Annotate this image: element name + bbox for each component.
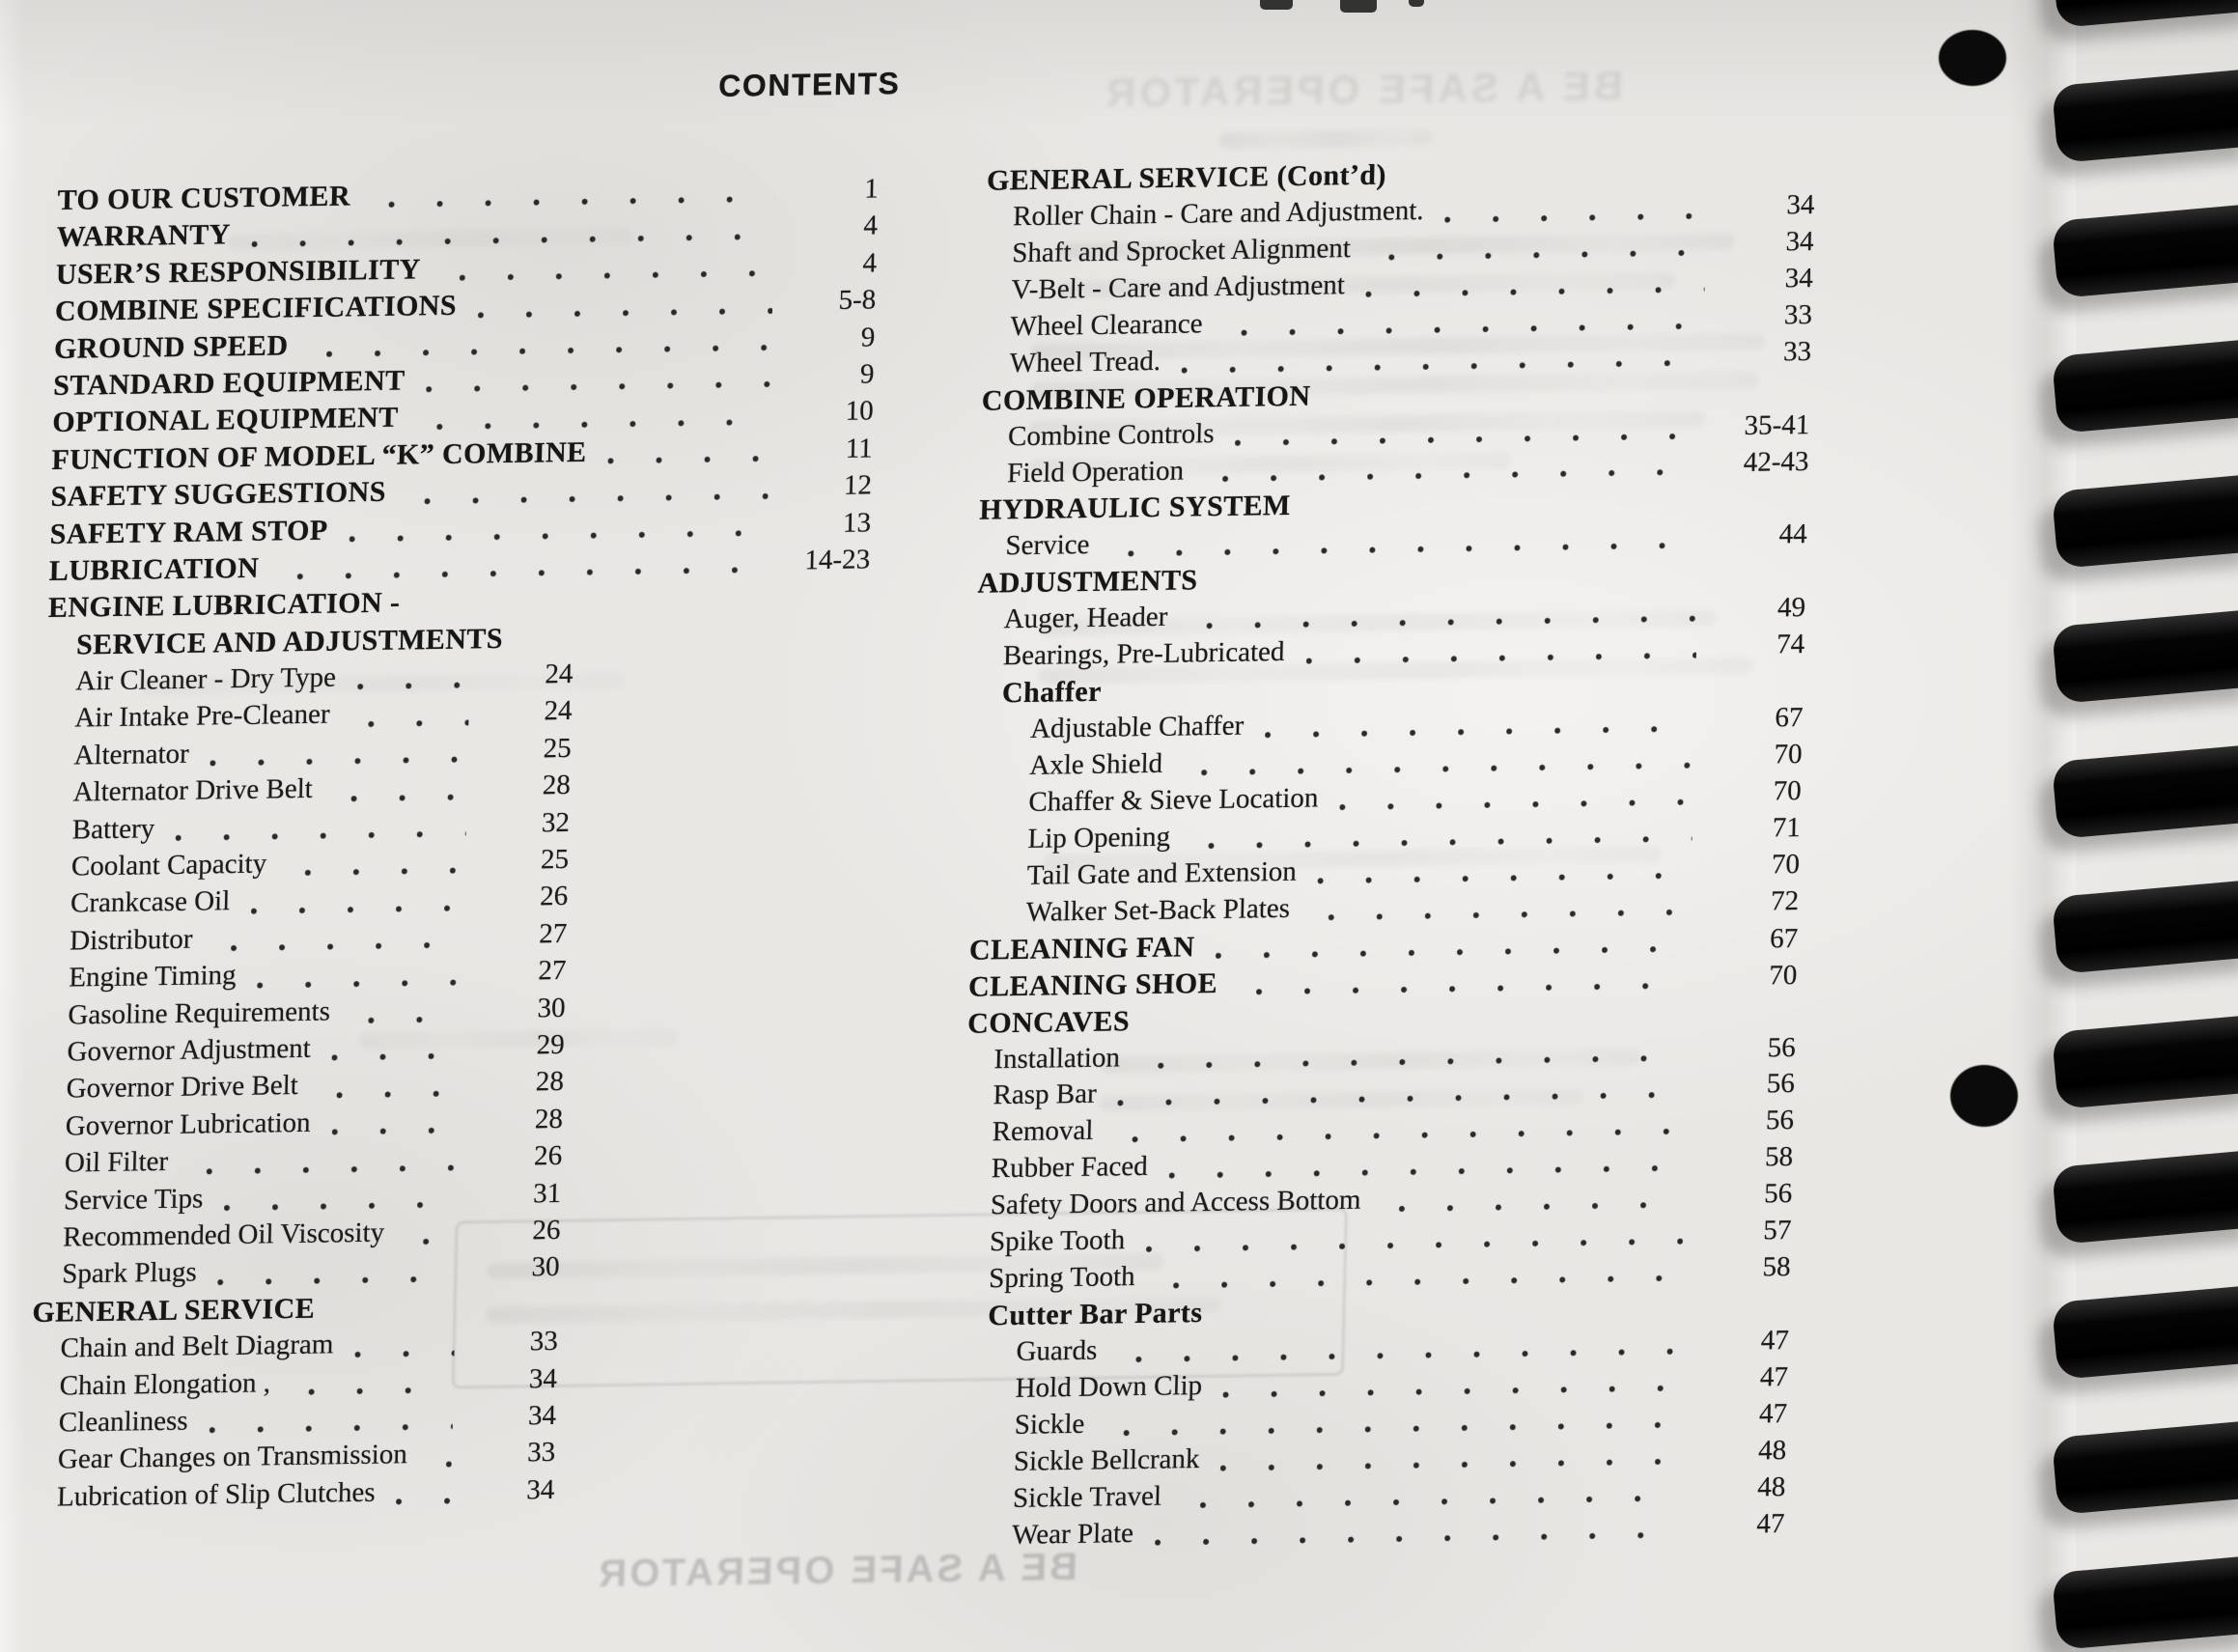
toc-entry-label: Gasoline Requirements — [68, 995, 331, 1031]
toc-entry-label: Engine Timing — [68, 960, 238, 994]
toc-entry-label: Bearings, Pre-Lubricated — [1002, 636, 1285, 672]
toc-entry-label: Sickle Bellcrank — [1013, 1442, 1200, 1477]
toc-page-number: 42-43 — [1743, 445, 1809, 478]
dot-leader — [292, 1385, 454, 1396]
dot-leader — [210, 755, 467, 769]
toc-entry-label: SERVICE AND ADJUSTMENTS — [75, 622, 504, 661]
toc-page-number: 70 — [1773, 774, 1803, 807]
binding-tooth — [2052, 1015, 2238, 1109]
dot-leader — [419, 417, 769, 432]
toc-entry-label: Governor Adjustment — [67, 1032, 312, 1068]
toc-page-number: 9 — [860, 321, 876, 353]
toc-entry-label: Cleanliness — [58, 1405, 188, 1439]
dot-leader — [1110, 541, 1698, 559]
toc-entry-label: Combine Controls — [1007, 417, 1215, 452]
binding-tooth — [2052, 69, 2238, 163]
toc-entry-label: Governor Drive Belt — [66, 1070, 299, 1105]
toc-page-number: 48 — [1757, 1434, 1787, 1467]
toc-page-number: 34 — [527, 1399, 557, 1432]
toc-page-number: 13 — [842, 506, 872, 539]
toc-page-number: 44 — [1778, 518, 1808, 550]
toc-page-number: 27 — [539, 917, 568, 950]
toc-entry-label: Spark Plugs — [61, 1256, 198, 1290]
toc-page-number: 49 — [1776, 592, 1806, 624]
toc-column-left — [28, 172, 880, 1519]
dot-leader — [1239, 980, 1690, 996]
toc-entry-label: Crankcase Oil — [70, 885, 231, 919]
dot-leader — [441, 268, 773, 283]
dot-leader — [213, 940, 463, 954]
toc-entry-label: OPTIONAL EQUIPMENT — [52, 402, 399, 439]
toc-page-number: 70 — [1771, 848, 1801, 881]
toc-page-number: 4 — [863, 210, 879, 241]
toc-entry-label: Walker Set-Back Plates — [1025, 892, 1291, 928]
toc-page-number: 1 — [864, 173, 880, 205]
dot-leader — [1205, 467, 1701, 485]
toc-page-number: 26 — [539, 881, 569, 912]
dot-leader — [1183, 1493, 1678, 1510]
dot-leader — [351, 1014, 462, 1025]
toc-entry-label: STANDARD EQUIPMENT — [52, 364, 406, 402]
dot-leader — [421, 602, 766, 617]
binding-tooth — [2052, 0, 2238, 28]
toc-page-number: 25 — [543, 732, 573, 765]
toc-page-number: 33 — [529, 1326, 559, 1358]
binding-tooth — [2052, 1555, 2238, 1650]
dot-leader — [1114, 1127, 1686, 1145]
toc-page-number: 4 — [862, 247, 878, 279]
binding-tooth — [2052, 1285, 2238, 1380]
toc-page-number: 28 — [535, 1066, 565, 1098]
dot-leader — [209, 1422, 453, 1436]
dot-leader — [1223, 1310, 1681, 1327]
dot-leader — [1372, 247, 1706, 262]
toc-page-number: 27 — [538, 955, 567, 987]
toc-page-number: 33 — [526, 1437, 556, 1469]
toc-page-number: 70 — [1774, 738, 1803, 770]
photo-edge-mark — [1409, 0, 1424, 7]
toc-entry-label: GROUND SPEED — [53, 328, 289, 365]
toc-entry-label: Spring Tooth — [988, 1261, 1135, 1295]
toc-page-number: 26 — [532, 1214, 561, 1246]
toc-entry-label: Auger, Header — [1003, 602, 1168, 635]
toc-entry-label: TO OUR CUSTOMER — [57, 180, 351, 216]
toc-entry-label: Chaffer & Sieve Location — [1028, 782, 1319, 818]
toc-entry-label: Air Cleaner - Dry Type — [74, 661, 337, 697]
toc-entry-label: Guards — [1016, 1334, 1098, 1367]
dot-leader — [319, 1088, 460, 1100]
toc-page-number: 47 — [1760, 1324, 1790, 1357]
dot-leader — [1117, 1090, 1686, 1108]
bleed-through-smudge — [1219, 129, 1432, 149]
dot-leader — [1382, 1200, 1684, 1215]
dot-leader — [1216, 943, 1690, 960]
toc-entry-label: WARRANTY — [56, 218, 232, 254]
binding-tooth — [2052, 744, 2238, 839]
dot-leader — [1408, 175, 1708, 189]
dot-leader — [1168, 1163, 1685, 1181]
toc-column-right — [956, 153, 1816, 1556]
toc-entry-label: LUBRICATION — [48, 551, 260, 587]
binding-tooth — [2052, 204, 2238, 298]
dot-leader — [1151, 1017, 1689, 1034]
dot-leader — [1189, 614, 1697, 631]
binding-tooth — [2052, 474, 2238, 569]
binding-tooth — [2052, 339, 2238, 434]
toc-page-number: 33 — [1783, 298, 1813, 331]
dot-leader — [189, 1162, 459, 1176]
toc-entry-label: COMBINE SPECIFICATIONS — [54, 289, 458, 328]
toc-entry-label: Lubrication of Slip Clutches — [56, 1476, 377, 1513]
dot-leader — [372, 194, 775, 210]
toc-entry-label: SAFETY RAM STOP — [49, 514, 328, 550]
toc-page-number: 29 — [536, 1028, 566, 1061]
dot-leader — [406, 490, 768, 506]
toc-entry-label: Chain and Belt Diagram — [60, 1329, 334, 1364]
toc-entry-label: Chain Elongation , — [59, 1366, 271, 1402]
toc-entry-label: Service Tips — [63, 1182, 204, 1217]
dot-leader — [1141, 1053, 1688, 1071]
toc-entry-label: GENERAL SERVICE (Cont’d) — [986, 158, 1387, 197]
toc-entry-label: Spike Tooth — [989, 1224, 1126, 1258]
dot-leader — [331, 1126, 460, 1137]
dot-leader — [349, 528, 768, 544]
toc-entry-label: Air Intake Pre-Cleaner — [74, 699, 330, 735]
dot-leader — [354, 1348, 455, 1359]
dot-leader — [357, 681, 470, 692]
toc-page-number: 47 — [1756, 1507, 1785, 1540]
dot-leader — [1235, 431, 1701, 447]
toc-entry-label: Wheel Tread. — [1009, 345, 1161, 378]
toc-entry-label: Field Operation — [1006, 455, 1185, 489]
toc-page-number: 56 — [1767, 1031, 1797, 1063]
toc-page-number: 11 — [845, 433, 874, 464]
toc-page-number: 58 — [1762, 1251, 1791, 1283]
dot-leader — [406, 1237, 457, 1247]
toc-page-number: 32 — [541, 806, 571, 838]
toc-page-number: 30 — [531, 1251, 560, 1283]
toc-page-number: 47 — [1758, 1397, 1788, 1430]
dot-leader — [1444, 211, 1706, 225]
toc-page-number: 26 — [533, 1140, 563, 1172]
toc-entry-label: CONCAVES — [966, 1004, 1131, 1040]
photo-edge-mark — [1340, 0, 1377, 13]
dot-leader — [1218, 577, 1698, 594]
toc-entry-label: Sickle — [1014, 1408, 1085, 1441]
toc-entry-label: GENERAL SERVICE — [32, 1292, 316, 1329]
dot-leader — [396, 1497, 451, 1507]
dot-leader — [280, 565, 767, 581]
bleed-through-title-top: BE A SAFE OPERATOR — [1102, 62, 1624, 116]
toc-entry-label: Cutter Bar Parts — [988, 1297, 1203, 1332]
toc-page-number: 71 — [1772, 811, 1802, 844]
toc-page-number: 67 — [1769, 922, 1799, 955]
photo-edge-mark — [1260, 0, 1293, 10]
dot-leader — [428, 1459, 452, 1469]
page-title: CONTENTS — [717, 66, 901, 103]
toc-page-number: 31 — [532, 1177, 562, 1209]
toc-entry-label: Wheel Clearance — [1010, 308, 1203, 343]
dot-leader — [1311, 504, 1699, 519]
binding-tooth — [2052, 1420, 2238, 1515]
dot-leader — [336, 1306, 750, 1322]
dot-leader — [1220, 1456, 1678, 1472]
toc-entry-label: CLEANING SHOE — [967, 966, 1218, 1003]
toc-page-number: 72 — [1770, 884, 1800, 917]
toc-entry-label: ENGINE LUBRICATION - — [47, 586, 401, 625]
toc-page-number: 56 — [1765, 1105, 1795, 1136]
binding-tooth — [2052, 880, 2238, 974]
dot-leader — [1223, 321, 1704, 337]
comb-binding — [2024, 0, 2238, 1652]
toc-entry-label: Lip Opening — [1027, 821, 1171, 854]
dot-leader — [309, 343, 771, 359]
dot-leader — [1339, 798, 1693, 812]
toc-entry-label: Recommended Oil Viscosity — [62, 1217, 385, 1253]
toc-entry-label: Rubber Faced — [991, 1151, 1149, 1185]
dot-leader — [350, 717, 468, 729]
dot-leader — [331, 1051, 461, 1063]
toc-entry-label: Wear Plate — [1011, 1517, 1134, 1551]
toc-entry-label: Safety Doors and Access Bottom — [990, 1184, 1361, 1221]
dot-leader — [333, 792, 466, 803]
toc-page-number: 10 — [845, 395, 875, 428]
toc-entry-label: Removal — [992, 1115, 1094, 1148]
toc-entry-label: Axle Shield — [1028, 747, 1163, 781]
toc-page-number: 48 — [1756, 1470, 1786, 1503]
toc-entry-label: Roller Chain - Care and Adjustment. — [1012, 194, 1424, 233]
toc-page-number: 34 — [1786, 188, 1815, 221]
toc-page-number: 12 — [843, 469, 873, 501]
toc-page-number: 56 — [1766, 1068, 1796, 1100]
toc-page-number: 34 — [528, 1362, 558, 1394]
toc-entry-label: Installation — [993, 1041, 1121, 1075]
dot-leader — [224, 1199, 458, 1213]
toc-page-number: 58 — [1764, 1141, 1794, 1173]
dot-leader — [1311, 907, 1691, 922]
dot-leader — [1118, 1347, 1681, 1365]
toc-entry-label: Hold Down Clip — [1015, 1369, 1203, 1404]
toc-entry-label: CLEANING FAN — [968, 930, 1195, 966]
binding-tooth — [2052, 1150, 2238, 1245]
dot-leader — [1146, 1237, 1683, 1254]
toc-entry-label: Coolant Capacity — [70, 848, 267, 882]
toc-page-number: 34 — [1784, 262, 1814, 294]
toc-page-number: 35-41 — [1744, 408, 1810, 441]
toc-entry-label: Shaft and Sprocket Alignment — [1011, 232, 1352, 269]
toc-entry-label: Governor Lubrication — [65, 1106, 311, 1142]
binding-tooth — [2052, 609, 2238, 704]
dot-leader — [1265, 724, 1694, 741]
toc-page-number: 28 — [534, 1103, 564, 1135]
toc-page-number: 24 — [544, 695, 573, 727]
toc-entry-label: COMBINE OPERATION — [981, 379, 1311, 417]
toc-entry-label: Rasp Bar — [993, 1078, 1098, 1111]
dot-leader — [1105, 1419, 1679, 1438]
dot-leader — [478, 306, 773, 321]
toc-page-number: 14-23 — [804, 544, 871, 576]
bleed-through-title-bottom: BE A SAFE OPERATOR — [595, 1545, 1078, 1596]
dot-leader — [257, 977, 462, 990]
toc-page-number: 67 — [1775, 702, 1804, 734]
dot-leader — [217, 1274, 456, 1287]
dot-leader — [176, 829, 466, 843]
toc-entry-label: ADJUSTMENTS — [977, 564, 1198, 601]
toc-entry-label: Tail Gate and Extension — [1026, 855, 1298, 891]
toc-entry-label: Alternator Drive Belt — [72, 773, 314, 808]
toc-entry-label: Distributor — [69, 923, 193, 957]
dot-leader — [607, 454, 769, 465]
toc-page-number: 74 — [1776, 629, 1805, 660]
toc-page-number: 24 — [545, 658, 573, 690]
punch-hole — [1950, 1065, 2018, 1127]
dot-leader — [251, 903, 464, 915]
toc-page-number: 30 — [537, 992, 566, 1023]
dot-leader — [1305, 651, 1696, 666]
dot-leader — [1318, 870, 1692, 885]
toc-entry-label: SAFETY SUGGESTIONS — [50, 475, 387, 514]
toc-page-number: 5-8 — [838, 284, 877, 317]
toc-entry-label: Battery — [71, 812, 155, 846]
dot-leader — [1156, 1274, 1682, 1291]
toc-entry-label: Sickle Travel — [1012, 1480, 1162, 1514]
toc-entry-label: Gear Changes on Transmission — [57, 1439, 408, 1475]
toc-entry-label: Adjustable Chaffer — [1029, 710, 1245, 744]
dot-leader — [1155, 1529, 1677, 1547]
dot-leader — [1122, 687, 1695, 706]
dot-leader — [1223, 1384, 1680, 1400]
dot-leader — [251, 232, 774, 249]
toc-page-number: 9 — [859, 358, 875, 390]
toc-page-number: 56 — [1763, 1178, 1793, 1210]
dot-leader — [288, 866, 465, 879]
toc-page-number: 33 — [1782, 335, 1812, 368]
toc-page-number: 28 — [542, 770, 572, 801]
toc-page-number: 57 — [1763, 1215, 1792, 1246]
dot-leader — [1182, 357, 1703, 375]
toc-entry-label: FUNCTION OF MODEL “K” COMBINE — [51, 435, 587, 476]
dot-leader — [1366, 284, 1705, 298]
toc-page-number: 25 — [540, 843, 570, 876]
toc-entry-label: Service — [1005, 529, 1090, 562]
toc-entry-label: USER’S RESPONSIBILITY — [55, 253, 422, 291]
toc-page-number: 34 — [1785, 225, 1815, 258]
toc-entry-label: HYDRAULIC SYSTEM — [978, 490, 1292, 527]
toc-page-number: 70 — [1769, 959, 1798, 992]
toc-page-number: 34 — [525, 1473, 555, 1506]
toc-entry-label: Chaffer — [1001, 675, 1103, 710]
dot-leader — [426, 379, 770, 394]
toc-row — [28, 1474, 555, 1519]
dot-leader — [1331, 394, 1702, 409]
punch-hole — [1939, 30, 2006, 86]
toc-entry-label: Alternator — [73, 738, 190, 771]
dot-leader — [1191, 833, 1692, 851]
toc-page-number: 47 — [1759, 1360, 1789, 1393]
toc-entry-label: V-Belt - Care and Adjustment — [1011, 268, 1346, 306]
dot-leader — [1184, 761, 1694, 778]
toc-entry-label: Oil Filter — [64, 1146, 169, 1179]
